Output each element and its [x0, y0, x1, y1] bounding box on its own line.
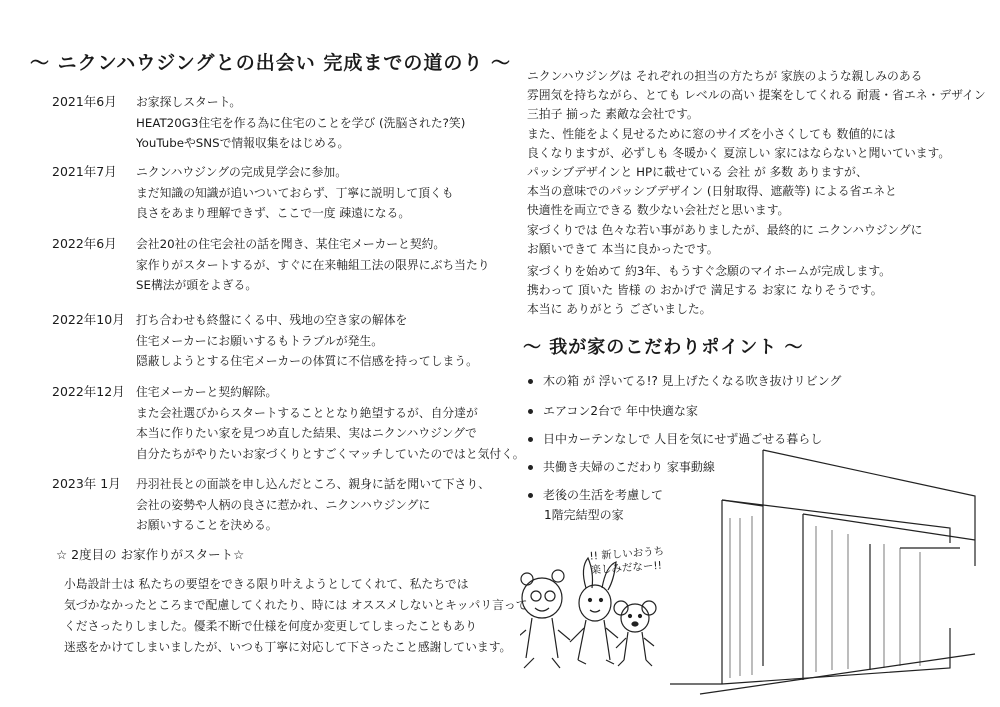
timeline-line: 会社の姿勢や人柄の良さに惹かれ、ニクンハウジングに: [136, 497, 431, 512]
list-item-label: 老後の生活を考慮して: [543, 488, 664, 502]
timeline-text: [136, 162, 496, 224]
list-item-label: 日中カーテンなしで 人目を気にせず過ごせる暮らし: [543, 432, 823, 446]
timeline-date: 2022年10月: [52, 312, 125, 327]
list-item: [528, 430, 822, 447]
timeline-date: 2022年6月: [52, 236, 117, 251]
timeline-line: お家探しスタート。: [136, 95, 242, 109]
closing-paragraph: [527, 262, 982, 319]
speech-bubble: [589, 544, 666, 577]
list-item: [528, 372, 841, 389]
timeline-line: 打ち合わせも終盤にくる中、残地の空き家の解体を: [136, 313, 408, 327]
company-review-paragraph: [527, 67, 986, 259]
speech-line: !! 新しいおうち: [589, 545, 665, 563]
list-item-label: エアコン2台で 年中快適な家: [543, 404, 698, 418]
timeline-line: YouTubeやSNSで情報収集をはじめる。: [136, 136, 350, 150]
speech-line: 楽しみだなー!!: [590, 559, 663, 577]
paragraph-line: くださったりしました。優柔不断で仕様を何度か変更してしまったこともあり: [64, 619, 477, 633]
timeline-text: [136, 382, 525, 464]
paragraph-line: お願いできて 本当に良かったです。: [527, 241, 719, 256]
paragraph-line: パッシブデザインと HPに載せている 会社 が 多数 ありますが、: [527, 165, 868, 180]
timeline-line: お願いすることを決める。: [136, 518, 278, 532]
bullet-icon: [528, 379, 533, 384]
timeline-line: 自分たちがやりたいお家づくりとすごくマッチしていたのではと気付く。: [136, 446, 525, 461]
paragraph-line: 本当の意味でのパッシブデザイン (日射取得、遮蔽等) による省エネと: [527, 184, 897, 199]
timeline-line: SE構法が頭をよぎる。: [136, 278, 258, 292]
paragraph-line: 快適性を両立できる 数少ない会社だと思います。: [527, 203, 790, 218]
list-item-label: 共働き夫婦のこだわり 家事動線: [543, 460, 715, 474]
timeline-line: まだ知識の知識が追いついておらず、丁寧に説明して頂くも: [136, 185, 454, 200]
paragraph-line: 小島設計士は 私たちの要望をできる限り叶えようとしてくれて、私たちでは: [64, 577, 469, 591]
timeline-text: [136, 92, 496, 154]
timeline-date: 2021年6月: [52, 94, 117, 109]
timeline-date: 2022年12月: [52, 384, 125, 399]
koala-drawing: [614, 601, 656, 666]
paragraph-line: 三拍子 揃った 素敵な会社です。: [527, 107, 699, 122]
bear-drawing: [520, 570, 570, 668]
timeline-line: また会社選びからスタートすることとなり絶望するが、自分達が: [136, 405, 478, 420]
paragraph-line: 携わって 頂いた 皆様 の おかげで 満足する お家に なりそうです。: [527, 283, 883, 297]
list-item: [528, 402, 698, 419]
designer-thanks-paragraph: [64, 574, 528, 658]
paragraph-line: 迷惑をかけてしまいましたが、いつも丁寧に対応して下さったこと感謝しています。: [64, 640, 512, 654]
timeline-line: HEAT20G3住宅を作る為に住宅のことを学び (洗脳された?笑): [136, 115, 466, 130]
bullet-icon: [528, 437, 533, 442]
journey-title: 〜 ニクンハウジングとの出会い 完成までの道のり 〜: [30, 52, 512, 74]
paragraph-line: 気づかなかったところまで配慮してくれたり、時には オススメしないとキッパリ言って: [64, 598, 528, 612]
paragraph-line: 本当に ありがとう ございました。: [527, 302, 712, 316]
list-item-label: 木の箱 が 浮いてる!? 見上げたくなる吹き抜けリビング: [543, 374, 842, 388]
paragraph-line: また、性能をよく見せるために窓のサイズを小さくしても 数値的には: [527, 126, 896, 141]
paragraph-line: 良くなりますが、必ずしも 冬暖かく 夏涼しい 家にはならないと聞いています。: [527, 145, 951, 160]
paragraph-line: ニクンハウジングは それぞれの担当の方たちが 家族のような親しみのある: [527, 69, 923, 83]
second-start-heading: ☆ 2度目の お家作りがスタート☆: [56, 547, 245, 562]
timeline-text: [136, 310, 496, 372]
timeline-line: 良さをあまり理解できず、ここで一度 疎遠になる。: [136, 206, 411, 220]
timeline-line: 家作りがスタートするが、すぐに在来軸組工法の限界にぶち当たり: [136, 257, 490, 272]
timeline-line: 会社20社の住宅会社の話を聞き、某住宅メーカーと契約。: [136, 237, 446, 251]
house-drawing: [670, 450, 975, 694]
timeline-text: [136, 234, 496, 296]
timeline-line: ニクンハウジングの完成見学会に参加。: [136, 165, 347, 179]
list-item-continuation: 1階完結型の家: [544, 508, 624, 522]
timeline-date: 2023年 1月: [52, 476, 121, 491]
points-title: 〜 我が家のこだわりポイント 〜: [523, 337, 804, 358]
paragraph-line: 家づくりでは 色々な若い事がありましたが、最終的に ニクンハウジングに: [527, 222, 923, 237]
paragraph-line: 家づくりを始めて 約3年、もうすぐ念願のマイホームが完成します。: [527, 264, 891, 278]
timeline-line: 本当に作りたい家を見つめ直した結果、実はニクンハウジングで: [136, 426, 477, 440]
timeline-line: 住宅メーカーにお願いするもトラブルが発生。: [136, 333, 384, 348]
timeline-line: 住宅メーカーと契約解除。: [136, 385, 278, 399]
timeline-line: 丹羽社長との面談を申し込んだところ、親身に話を聞いて下さり、: [136, 477, 490, 491]
paragraph-line: 雰囲気を持ちながら、とても レベルの高い 提案をしてくれる 耐震・省エネ・デザイン: [527, 88, 986, 103]
timeline-line: 隠蔽しようとする住宅メーカーの体質に不信感を持ってしまう。: [136, 354, 478, 368]
bullet-icon: [528, 409, 533, 414]
timeline-text: [136, 474, 496, 536]
timeline-date: 2021年7月: [52, 164, 117, 179]
